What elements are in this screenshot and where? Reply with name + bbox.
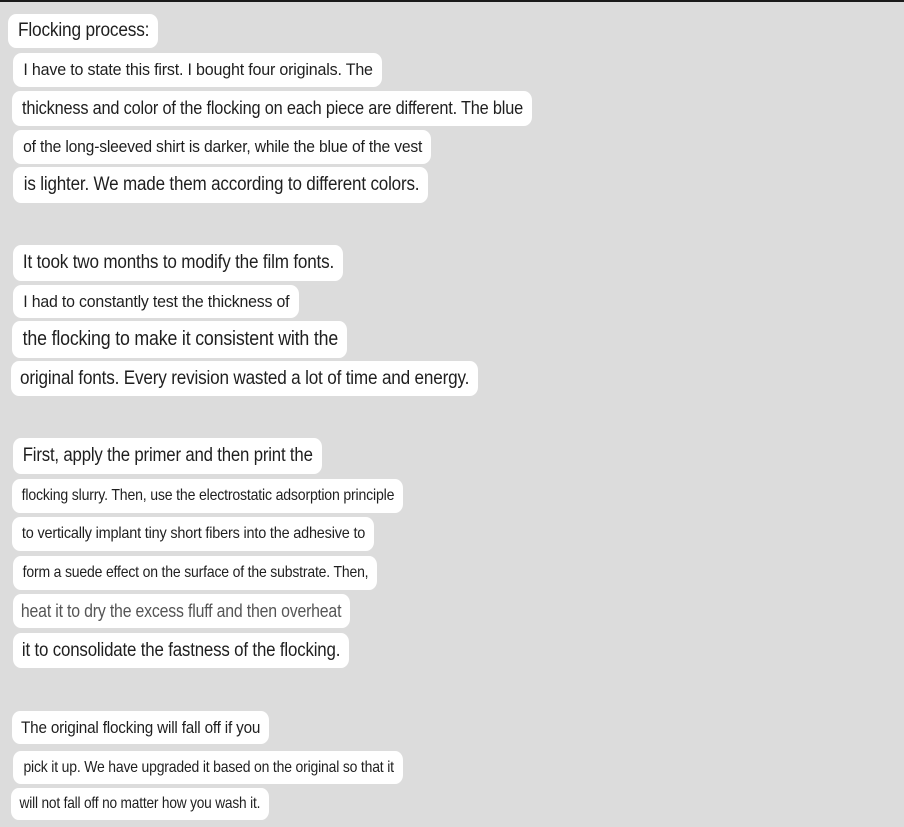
caption-line: heat it to dry the excess fluff and then overheat xyxy=(13,594,350,628)
caption-title: Flocking process: xyxy=(8,14,158,48)
caption-line: flocking slurry. Then, use the electrostatic adsorption principle xyxy=(12,479,403,513)
caption-line: form a suede effect on the surface of the substrate. Then, xyxy=(13,556,377,590)
caption-line: is lighter. We made them according to different colors. xyxy=(13,167,428,203)
caption-line: The original flocking will fall off if you xyxy=(12,711,269,744)
caption-line: will not fall off no matter how you wash it. xyxy=(11,788,269,820)
caption-line: to vertically implant tiny short fibers into the adhesive to xyxy=(12,517,374,551)
caption-line: original fonts. Every revision wasted a lot of time and energy. xyxy=(11,361,478,396)
caption-line: First, apply the primer and then print the xyxy=(13,438,322,474)
caption-line: It took two months to modify the film fonts. xyxy=(13,245,343,281)
caption-line: the flocking to make it consistent with the xyxy=(12,321,347,358)
caption-line: of the long-sleeved shirt is darker, while the blue of the vest xyxy=(13,130,431,164)
caption-line: I have to state this first. I bought four originals. The xyxy=(13,53,382,87)
caption-line: thickness and color of the flocking on each piece are different. The blue xyxy=(12,91,532,126)
top-border xyxy=(0,0,904,2)
caption-line: I had to constantly test the thickness of xyxy=(13,285,299,318)
caption-line: pick it up. We have upgraded it based on the original so that it xyxy=(13,751,403,784)
caption-line: it to consolidate the fastness of the flocking. xyxy=(13,633,349,668)
